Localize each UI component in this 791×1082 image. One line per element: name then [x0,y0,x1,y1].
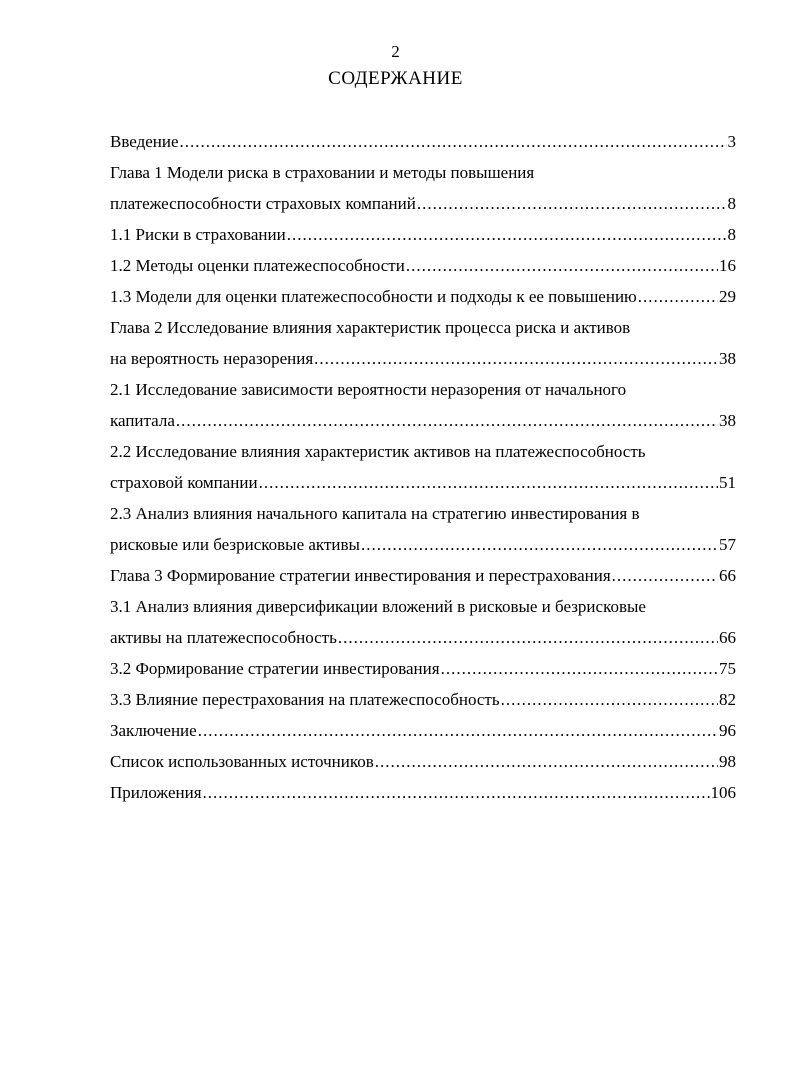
dot-leader [314,343,718,374]
toc-entry-line [110,529,736,560]
toc-page-number: 75 [719,659,736,678]
dot-leader [176,405,718,436]
dot-leader [198,715,718,746]
toc-entry-text: на вероятность неразорения [110,349,314,368]
dot-leader [338,622,718,653]
toc-page-number: 29 [719,287,736,306]
dot-leader [441,653,718,684]
table-of-contents [110,126,736,808]
toc-page-number: 8 [727,225,736,244]
dot-leader [638,281,718,312]
toc-entry-text: Приложения [110,783,202,802]
toc-entry-line [110,746,736,777]
dot-leader [417,188,727,219]
toc-entry-line [110,715,736,746]
toc-page-number: 16 [719,256,736,275]
toc-entry-text: Глава 1 Модели риска в страховании и методы повышения [110,163,535,182]
toc-entry-text: 1.1 Риски в страховании [110,225,286,244]
toc-entry-text: капитала [110,411,175,430]
dot-leader [501,684,718,715]
toc-entry-line [110,250,736,281]
toc-entry-text: страховой компании [110,473,258,492]
toc-entry-line [110,188,736,219]
toc-page-number: 38 [719,411,736,430]
toc-entry[interactable] [110,498,736,560]
toc-entry-text: 3.3 Влияние перестрахования на платежеспособность [110,690,500,709]
toc-page-number: 82 [719,690,736,709]
toc-page-number: 66 [719,566,736,585]
toc-entry[interactable] [110,591,736,653]
toc-entry-line [110,622,736,653]
dot-leader [287,219,727,250]
toc-page-number: 98 [719,752,736,771]
toc-entry-line [110,343,736,374]
toc-page-number: 51 [719,473,736,492]
toc-page-number: 57 [719,535,736,554]
toc-entry[interactable] [110,684,736,715]
toc-entry-text: платежеспособности страховых компаний [110,194,416,213]
toc-entry-line [110,684,736,715]
toc-entry-text: 2.3 Анализ влияния начального капитала на стратегию инвестирования в [110,504,640,523]
dot-leader [203,777,710,808]
page-title: СОДЕРЖАНИЕ [328,68,463,89]
toc-page-number: 3 [727,132,736,151]
toc-entry-line [110,560,736,591]
dot-leader [361,529,718,560]
toc-page-number: 96 [719,721,736,740]
toc-entry[interactable] [110,219,736,250]
toc-page-number: 8 [727,194,736,213]
toc-entry-line [110,281,736,312]
toc-entry[interactable] [110,777,736,808]
toc-entry[interactable] [110,560,736,591]
toc-entry-text: Введение [110,132,179,151]
dot-leader [406,250,718,281]
toc-entry-text: 1.3 Модели для оценки платежеспособности и подходы к ее повышению [110,287,637,306]
toc-entry-text: Глава 3 Формирование стратегии инвестирования и перестрахования [110,566,611,585]
toc-entry-text: 3.1 Анализ влияния диверсификации вложений в рисковые и безрисковые [110,597,646,616]
toc-entry-text: 2.2 Исследование влияния характеристик активов на платежеспособность [110,442,646,461]
toc-entry-text: Список использованных источников [110,752,374,771]
toc-entry[interactable] [110,126,736,157]
toc-entry[interactable] [110,250,736,281]
toc-entry-text: активы на платежеспособность [110,628,337,647]
toc-entry-text: 2.1 Исследование зависимости вероятности неразорения от начального [110,380,627,399]
dot-leader [259,467,718,498]
toc-entry-line [110,405,736,436]
toc-entry-line [110,777,736,808]
toc-entry[interactable] [110,281,736,312]
toc-entry[interactable] [110,653,736,684]
toc-entry[interactable] [110,374,736,436]
toc-entry[interactable] [110,312,736,374]
toc-page-number: 106 [710,783,736,802]
toc-page-number: 66 [719,628,736,647]
page-number: 2 [391,42,400,61]
toc-entry-text: рисковые или безрисковые активы [110,535,360,554]
dot-leader [612,560,718,591]
toc-entry-line [110,219,736,250]
toc-entry-line [110,467,736,498]
dot-leader [375,746,718,777]
toc-entry-line [110,653,736,684]
toc-entry-text: Глава 2 Исследование влияния характеристик процесса риска и активов [110,318,631,337]
toc-entry[interactable] [110,715,736,746]
toc-entry[interactable] [110,746,736,777]
toc-entry-text: Заключение [110,721,197,740]
toc-entry[interactable] [110,157,736,219]
toc-entry-line [110,126,736,157]
dot-leader [180,126,727,157]
toc-entry[interactable] [110,436,736,498]
toc-entry-text: 3.2 Формирование стратегии инвестирования [110,659,440,678]
toc-page-number: 38 [719,349,736,368]
toc-entry-text: 1.2 Методы оценки платежеспособности [110,256,405,275]
